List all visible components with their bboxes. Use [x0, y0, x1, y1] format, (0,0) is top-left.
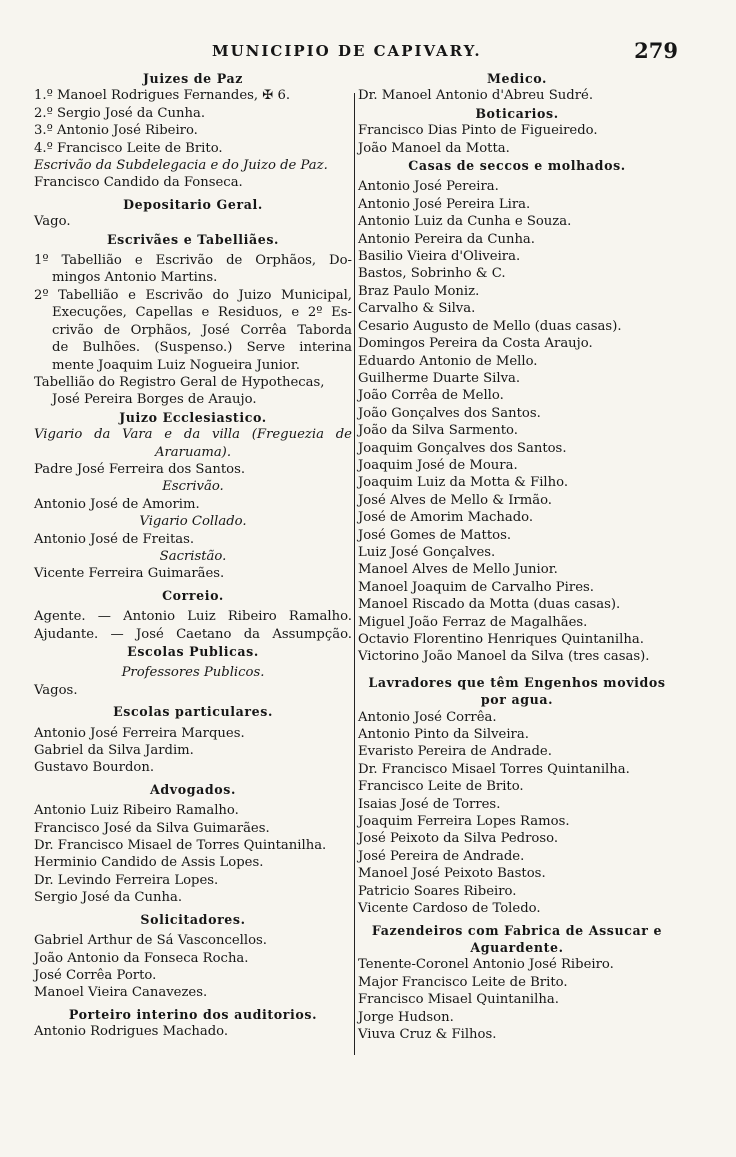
list-item: Manoel Vieira Canavezes. — [34, 985, 208, 1001]
medico-name: Dr. Manoel Antonio d'Abreu Sudré. — [358, 88, 594, 104]
sacristao-name: Vicente Ferreira Guimarães. — [34, 566, 225, 582]
heading-escolas-particulares: Escolas particulares. — [113, 704, 273, 720]
heading-fazendeiros-line-2: Aguardente. — [470, 939, 564, 955]
list-item: Joaquim Ferreira Lopes Ramos. — [358, 814, 570, 830]
list-item: João Corrêa de Mello. — [358, 388, 504, 404]
tabelliao-2-line-3: crivão de Orphãos, José Corrêa Taborda — [52, 322, 352, 338]
list-item: Gabriel da Silva Jardim. — [34, 743, 194, 759]
list-item: Manoel Joaquim de Carvalho Pires. — [358, 579, 594, 595]
list-item: Antonio José Ferreira Marques. — [34, 725, 245, 741]
tabelliao-2-line-2: Execuções, Capellas e Residuos, e 2º Es- — [52, 305, 352, 321]
correio-agente: Agente. — Antonio Luiz Ribeiro Ramalho. — [34, 609, 352, 625]
list-item: José Peixoto da Silva Pedroso. — [358, 831, 559, 847]
vigario-line-1: Vigario da Vara e da villa (Freguezia de — [34, 427, 352, 443]
list-item: Dr. Levindo Ferreira Lopes. — [34, 872, 219, 888]
tabelliao-2-line-4: de Bulhões. (Suspenso.) Serve interina — [52, 340, 352, 356]
list-item: Francisco José da Silva Guimarães. — [34, 820, 270, 836]
heading-porteiro: Porteiro interino dos auditorios. — [68, 1006, 318, 1022]
professores-label: Professores Publicos. — [121, 665, 265, 681]
list-item: Antonio José Corrêa. — [358, 709, 497, 725]
list-item: Joaquim Luiz da Motta & Filho. — [358, 475, 569, 491]
list-item: Octavio Florentino Henriques Quintanilha. — [358, 632, 644, 647]
list-item: Antonio Pereira da Cunha. — [358, 231, 535, 247]
list-item: Francisco Leite de Brito. — [358, 779, 524, 795]
list-item: José Corrêa Porto. — [34, 967, 157, 983]
vigario-collado-label: Vigario Collado. — [139, 514, 247, 530]
heading-correio: Correio. — [162, 587, 224, 603]
tabelliao-3-line-2: José Pereira Borges de Araujo. — [52, 392, 257, 408]
list-item: 2.º Sergio José da Cunha. — [34, 105, 206, 121]
heading-casas: Casas de seccos e molhados. — [408, 158, 626, 174]
list-item: Cesario Augusto de Mello (duas casas). — [358, 318, 622, 334]
list-item: João da Silva Sarmento. — [358, 423, 518, 439]
list-item: Evaristo Pereira de Andrade. — [358, 744, 552, 760]
heading-depositario: Depositario Geral. — [123, 196, 263, 212]
list-item: Viuva Cruz & Filhos. — [358, 1026, 497, 1042]
heading-boticarios: Boticarios. — [475, 105, 559, 121]
list-item: Gustavo Bourdon. — [34, 760, 155, 776]
list-item: Patricio Soares Ribeiro. — [358, 883, 517, 899]
escrivao-label: Escrivão da Subdelegacia e do Juizo de Paz. — [34, 158, 328, 174]
list-item: Carvalho & Silva. — [358, 301, 476, 317]
list-item: Dr. Francisco Misael de Torres Quintanilha. — [34, 838, 327, 854]
list-item: João Antonio da Fonseca Rocha. — [34, 950, 249, 966]
list-item: Victorino João Manoel da Silva (tres casas). — [358, 649, 650, 665]
vigario-collado-name: Antonio José de Freitas. — [34, 531, 195, 547]
left-column — [34, 70, 352, 1041]
heading-escolas-publicas: Escolas Publicas. — [127, 644, 259, 659]
porteiro-name: Antonio Rodrigues Machado. — [34, 1024, 229, 1040]
list-item: 3.º Antonio José Ribeiro. — [34, 123, 198, 139]
list-item: Dr. Francisco Misael Torres Quintanilha. — [358, 761, 630, 777]
list-item: Manoel Alves de Mello Junior. — [358, 562, 558, 578]
list-item: Herminio Candido de Assis Lopes. — [34, 855, 264, 871]
professores-value: Vagos. — [34, 682, 78, 698]
list-item: Antonio José Pereira. — [358, 179, 499, 195]
vigario-line-2: Araruama). — [154, 444, 232, 460]
escrivao-eccl-name: Antonio José de Amorim. — [34, 496, 200, 512]
list-item: Antonio Luiz Ribeiro Ramalho. — [34, 803, 239, 819]
heading-fazendeiros-line-1: Fazendeiros com Fabrica de Assucar e — [371, 922, 663, 938]
list-item: Bastos, Sobrinho & C. — [358, 266, 506, 282]
list-item: Antonio Luiz da Cunha e Souza. — [358, 214, 572, 230]
list-item: Jorge Hudson. — [358, 1009, 454, 1025]
tabelliao-3-line-1: Tabellião do Registro Geral de Hypothecas, — [34, 374, 325, 390]
list-item: Manoel José Peixoto Bastos. — [358, 866, 546, 882]
heading-lavradores-line-2: por agua. — [480, 692, 554, 708]
heading-juizes: Juizes de Paz — [143, 71, 243, 86]
list-item: Braz Paulo Moniz. — [358, 283, 480, 299]
list-item: Domingos Pereira da Costa Araujo. — [358, 336, 593, 352]
list-item: 4.º Francisco Leite de Brito. — [34, 140, 223, 156]
right-column — [358, 70, 676, 1043]
lavradores-list — [358, 709, 676, 918]
escrivao-eccl-label: Escrivão. — [162, 479, 224, 495]
list-item: João Manoel da Motta. — [358, 140, 510, 156]
list-item: Guilherme Duarte Silva. — [358, 370, 521, 386]
fazendeiros-list — [358, 956, 676, 1043]
vigario-name: Padre José Ferreira dos Santos. — [34, 461, 246, 477]
casas-list — [358, 178, 676, 665]
heading-escrivaes: Escrivães e Tabelliães. — [106, 231, 280, 247]
escrivao-name: Francisco Candido da Fonseca. — [34, 175, 243, 191]
list-item: José Alves de Mello & Irmão. — [358, 492, 552, 508]
page-title: MUNICIPIO DE CAPIVARY. — [212, 42, 482, 60]
tabelliao-2-line-1: 2º Tabellião e Escrivão do Juizo Municipal, — [34, 287, 352, 303]
list-item: Vicente Cardoso de Toledo. — [358, 901, 541, 917]
list-item: Francisco Dias Pinto de Figueiredo. — [358, 123, 598, 139]
list-item: Antonio José Pereira Lira. — [358, 196, 531, 212]
list-item: Isaias José de Torres. — [358, 796, 501, 812]
list-item: Francisco Misael Quintanilha. — [358, 992, 559, 1008]
heading-solicitadores: Solicitadores. — [140, 911, 246, 927]
sacristao-label: Sacristão. — [159, 548, 227, 564]
list-item: João Gonçalves dos Santos. — [358, 405, 541, 421]
list-item: José Pereira de Andrade. — [358, 848, 525, 864]
list-item: Basilio Vieira d'Oliveira. — [358, 249, 521, 265]
heading-eccl: Juizo Ecclesiastico. — [119, 409, 267, 425]
list-item: Major Francisco Leite de Brito. — [358, 974, 568, 990]
depositario-value: Vago. — [34, 214, 71, 230]
list-item: Antonio Pinto da Silveira. — [358, 727, 529, 743]
column-divider — [354, 93, 355, 1055]
heading-medico: Medico. — [487, 71, 547, 86]
list-item: Manoel Riscado da Motta (duas casas). — [358, 597, 621, 613]
list-item: 1.º Manoel Rodrigues Fernandes, ✠ 6. — [34, 88, 291, 104]
heading-advogados: Advogados. — [150, 781, 236, 797]
list-item: Miguel João Ferraz de Magalhães. — [358, 614, 588, 630]
tabelliao-1-line-2: mingos Antonio Martins. — [52, 270, 218, 286]
list-item: Tenente-Coronel Antonio José Ribeiro. — [358, 957, 614, 973]
heading-lavradores-line-1: Lavradores que têm Engenhos movidos — [368, 674, 666, 690]
list-item: José de Amorim Machado. — [358, 510, 534, 526]
correio-ajudante: Ajudante. — José Caetano da Assumpção. — [34, 626, 352, 642]
page-number: 279 — [634, 38, 678, 63]
tabelliao-2-line-5: mente Joaquim Luiz Nogueira Junior. — [52, 357, 300, 373]
page-header — [0, 38, 736, 68]
list-item: Luiz José Gonçalves. — [358, 544, 496, 560]
list-item: Joaquim Gonçalves dos Santos. — [358, 440, 567, 456]
list-item: José Gomes de Mattos. — [358, 527, 512, 543]
tabelliao-1-line-1: 1º Tabellião e Escrivão de Orphãos, Do- — [34, 253, 352, 269]
list-item: Joaquim José de Moura. — [358, 457, 518, 473]
list-item: Gabriel Arthur de Sá Vasconcellos. — [34, 933, 267, 949]
list-item: Eduardo Antonio de Mello. — [358, 353, 538, 369]
list-item: Sergio José da Cunha. — [34, 890, 183, 906]
